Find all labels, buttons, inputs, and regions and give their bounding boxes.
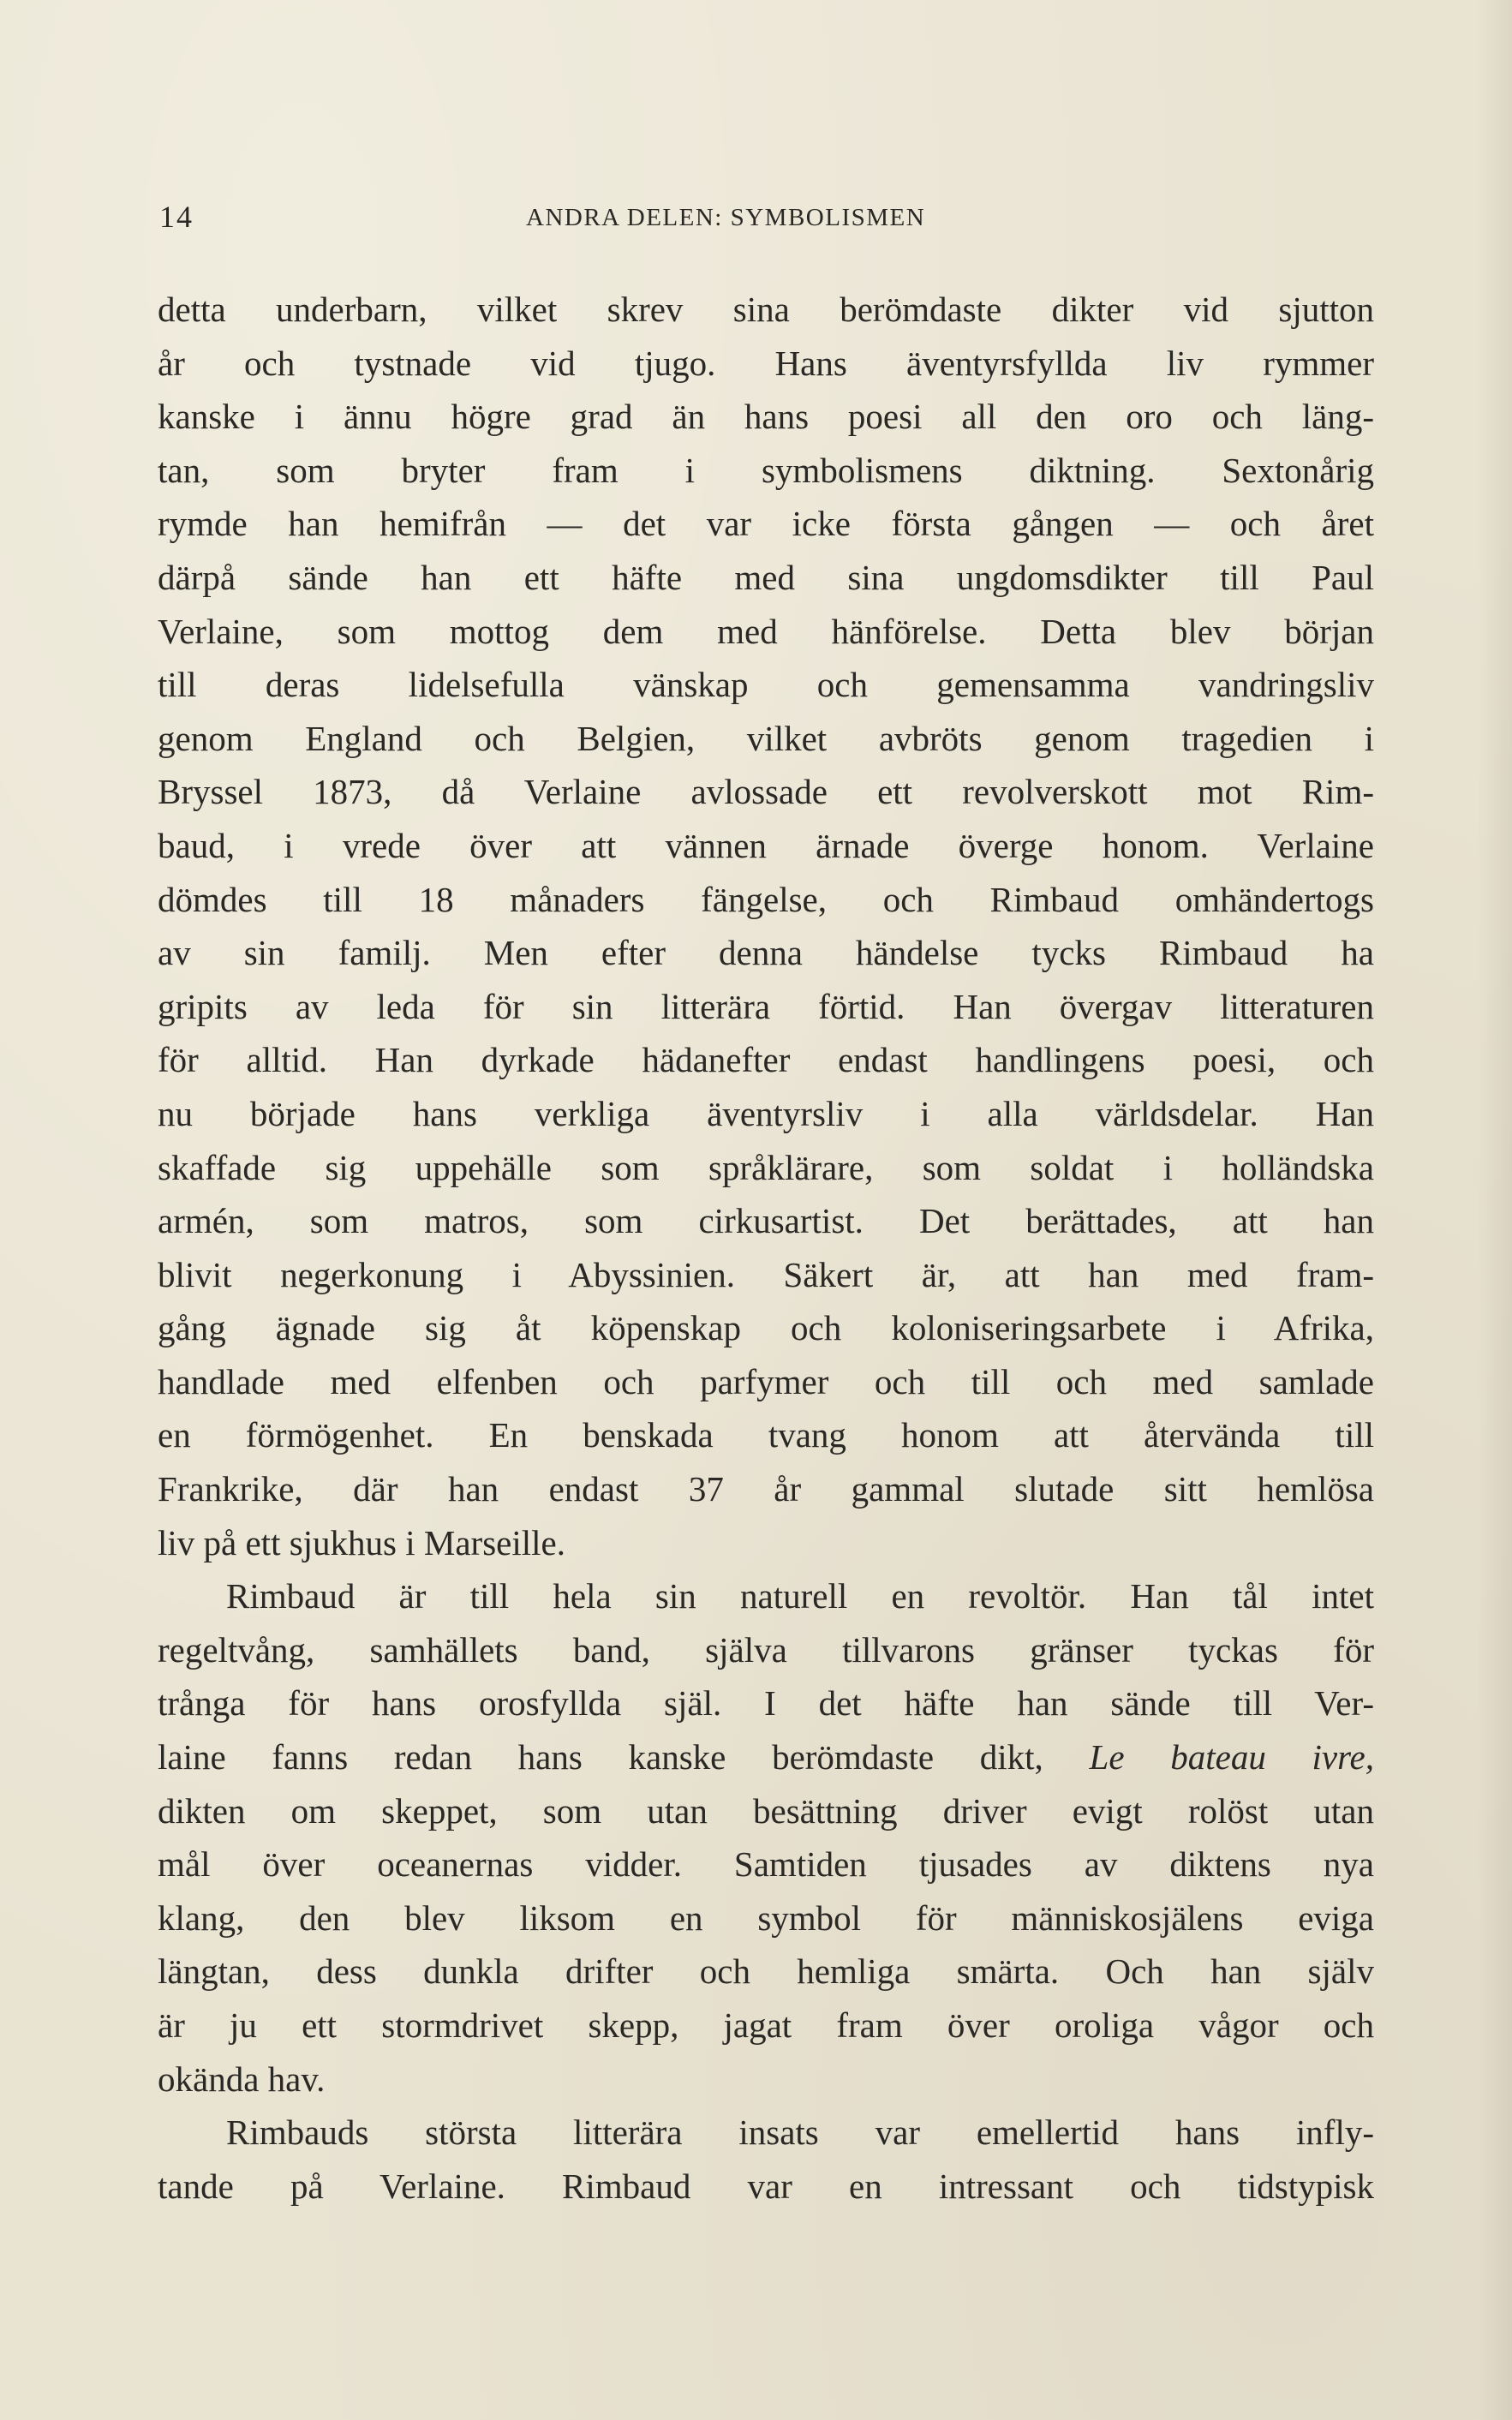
text-segment: laine fanns redan hans kanske berömdaste dikt, — [158, 1737, 1090, 1778]
text-line: tan, som bryter fram i symbolismens diktning. Sextonårig — [158, 450, 1374, 490]
body-text — [158, 283, 1374, 2213]
text-line: genom England och Belgien, vilket avbröts genom tragedien i — [158, 718, 1374, 758]
text-line: till deras lidelsefulla vänskap och gemensamma vandringsliv — [158, 665, 1374, 705]
text-line: trånga för hans orosfyllda själ. I det häfte han sände till Ver- — [158, 1683, 1374, 1724]
text-line: är ju ett stormdrivet skepp, jagat fram över oroliga vågor och — [158, 2005, 1374, 2045]
text-line: detta underbarn, vilket skrev sina berömdaste dikter vid sjutton — [158, 290, 1374, 329]
text-line: okända hav. — [158, 2058, 326, 2099]
text-line: längtan, dess dunkla drifter och hemliga smärta. Och han själv — [158, 1951, 1374, 1992]
text-line: nu började hans verkliga äventyrsliv i alla världsdelar. Han — [158, 1093, 1374, 1133]
page-edge-shadow — [1478, 0, 1512, 2420]
text-line: mål över oceanernas vidder. Samtiden tjusades av diktens nya — [158, 1844, 1374, 1885]
text-line: Bryssel 1873, då Verlaine avlossade ett revolverskott mot Rim- — [158, 772, 1374, 812]
text-line: klang, den blev liksom en symbol för människosjälens eviga — [158, 1897, 1374, 1938]
paragraph-start-line: Rimbaud är till hela sin naturell en revoltör. Han tål intet — [226, 1576, 1374, 1616]
running-head — [159, 199, 1376, 240]
text-line: skaffade sig uppehälle som språklärare, som soldat i holländska — [158, 1147, 1374, 1187]
text-line: liv på ett sjukhus i Marseille. — [158, 1522, 565, 1563]
text-line: armén, som matros, som cirkusartist. Det berättades, att han — [158, 1201, 1374, 1241]
text-line: av sin familj. Men efter denna händelse tycks Rimbaud ha — [158, 933, 1374, 973]
text-line: Verlaine, som mottog dem med hänförelse. Detta blev början — [158, 611, 1374, 651]
text-line: tande på Verlaine. Rimbaud var en intressant och tidstypisk — [158, 2166, 1374, 2206]
paragraph-start-line: Rimbauds största litterära insats var emellertid hans infly- — [226, 2112, 1374, 2153]
text-line: blivit negerkonung i Abyssinien. Säkert är, att han med fram- — [158, 1254, 1374, 1294]
text-line: baud, i vrede över att vännen ärnade överge honom. Verlaine — [158, 825, 1374, 865]
text-line: dömdes till 18 månaders fängelse, och Rimbaud omhändertogs — [158, 879, 1374, 919]
text-line: för alltid. Han dyrkade hädanefter endast handlingens poesi, och — [158, 1040, 1374, 1080]
page-number: 14 — [159, 200, 194, 234]
text-line: år och tystnade vid tjugo. Hans äventyrsfyllda liv rymmer — [158, 343, 1374, 383]
text-line: därpå sände han ett häfte med sina ungdomsdikter till Paul — [158, 557, 1374, 597]
text-line: regeltvång, samhällets band, själva tillvarons gränser tyckas för — [158, 1629, 1374, 1670]
text-line: rymde han hemifrån — det var icke första gången — och året — [158, 504, 1374, 544]
text-line — [158, 1730, 1374, 1784]
text-line: kanske i ännu högre grad än hans poesi all den oro och läng- — [158, 397, 1374, 437]
text-line: gripits av leda för sin litterära förtid. Han övergav litteraturen — [158, 986, 1374, 1026]
text-line: handlade med elfenben och parfymer och till och med samlade — [158, 1361, 1374, 1401]
text-line: gång ägnade sig åt köpenskap och koloniseringsarbete i Afrika, — [158, 1308, 1374, 1348]
running-title: ANDRA DELEN: SYMBOLISMEN — [526, 204, 926, 231]
text-line: dikten om skeppet, som utan besättning driver evigt rolöst utan — [158, 1790, 1374, 1831]
poem-title: Le bateau ivre, — [1089, 1737, 1374, 1778]
text-line: Frankrike, där han endast 37 år gammal slutade sitt hemlösa — [158, 1469, 1374, 1509]
text-line: en förmögenhet. En benskada tvang honom att återvända till — [158, 1415, 1374, 1455]
